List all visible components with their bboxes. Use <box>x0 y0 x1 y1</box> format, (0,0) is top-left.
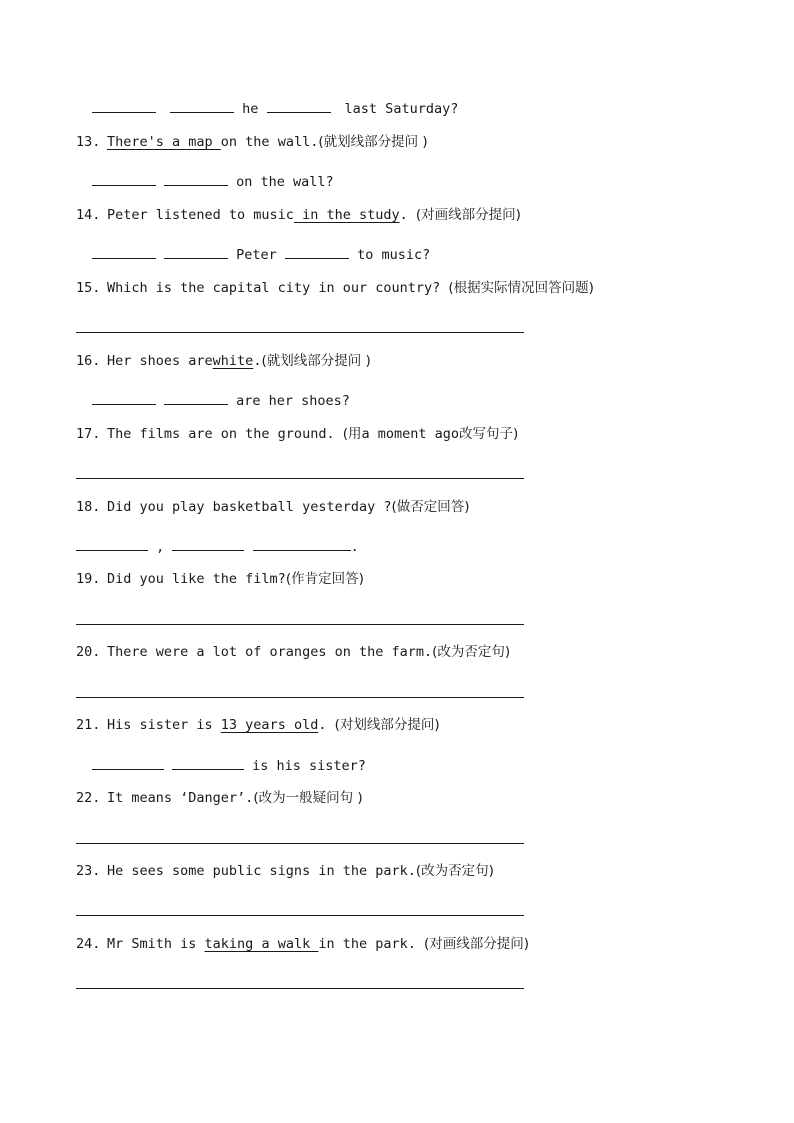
question-text: . <box>253 353 262 369</box>
question-text: Her shoes are <box>107 353 213 369</box>
answer-text: Peter <box>236 247 277 263</box>
question-text: There were a lot of oranges on the farm. <box>107 644 433 660</box>
question-text: Mr Smith is <box>107 936 205 952</box>
answer-blank[interactable] <box>92 389 156 405</box>
answer-blank[interactable] <box>92 170 156 186</box>
question-number: 21. <box>76 717 101 733</box>
answer-text: is his sister? <box>252 758 366 774</box>
answer-blank[interactable] <box>170 97 234 113</box>
underlined-part: 13 years old <box>220 717 319 733</box>
instruction: (改为一般疑问句 ) <box>253 790 363 806</box>
question-15 <box>76 278 594 298</box>
question-text: He sees some public signs in the park. <box>107 863 416 879</box>
instruction: (用 <box>342 426 362 442</box>
question-number: 16. <box>76 353 101 369</box>
answer-text: are her shoes? <box>236 393 350 409</box>
answer-blank[interactable] <box>253 535 351 551</box>
underlined-part: in the study <box>293 207 400 223</box>
question-text: His sister is <box>107 717 221 733</box>
answer-text: to music? <box>357 247 431 263</box>
question-18 <box>76 497 470 517</box>
instruction: (就划线部分提问 ) <box>261 353 371 369</box>
instruction: (就划线部分提问 ) <box>318 134 428 150</box>
question-text: Did you like the film? <box>107 571 286 587</box>
answer-line[interactable] <box>76 697 524 698</box>
question-number: 19. <box>76 571 101 587</box>
answer-row-14 <box>92 243 430 265</box>
instruction: 改写句子) <box>459 426 519 442</box>
question-24 <box>76 934 529 954</box>
answer-blank[interactable] <box>92 97 156 113</box>
question-text: It means ‘Danger’. <box>107 790 254 806</box>
answer-blank[interactable] <box>164 243 228 259</box>
underlined-part: white <box>212 353 254 369</box>
question-number: 13. <box>76 134 101 150</box>
question-text: . <box>399 207 408 223</box>
instruction: (作肯定回答) <box>285 571 364 587</box>
question-number: 15. <box>76 280 101 296</box>
question-text: Which is the capital city in our country? <box>107 280 441 296</box>
answer-blank[interactable] <box>172 754 244 770</box>
answer-line[interactable] <box>76 624 524 625</box>
question-text: Did you play basketball yesterday ? <box>107 499 392 515</box>
question-text: in the park. <box>318 936 416 952</box>
question-text: on the wall. <box>220 134 319 150</box>
answer-row-13 <box>92 170 334 192</box>
question-number: 23. <box>76 863 101 879</box>
question-23 <box>76 861 494 881</box>
answer-line[interactable] <box>76 915 524 916</box>
comma: , <box>156 539 165 555</box>
question-16 <box>76 351 371 371</box>
question-21 <box>76 715 440 735</box>
question-number: 20. <box>76 644 101 660</box>
instruction-phrase: a moment ago <box>361 426 460 442</box>
answer-row-12 <box>92 97 458 119</box>
answer-blank[interactable] <box>164 389 228 405</box>
question-text: The films are on the ground. <box>107 426 335 442</box>
answer-line[interactable] <box>76 988 524 989</box>
answer-blank[interactable] <box>267 97 331 113</box>
question-text: Peter listened to music <box>107 207 294 223</box>
answer-text: on the wall? <box>236 174 334 190</box>
question-17 <box>76 424 518 444</box>
answer-row-21 <box>92 754 366 776</box>
answer-blank[interactable] <box>285 243 349 259</box>
answer-blank[interactable] <box>164 170 228 186</box>
instruction: (改为否定句) <box>432 644 511 660</box>
question-22 <box>76 788 363 808</box>
answer-text: last Saturday? <box>344 101 459 117</box>
answer-blank[interactable] <box>92 243 156 259</box>
instruction: (对画线部分提问) <box>424 936 530 952</box>
underlined-part: There's a map <box>107 134 221 150</box>
instruction: (对划线部分提问) <box>334 717 440 733</box>
answer-line[interactable] <box>76 843 524 844</box>
answer-blank[interactable] <box>76 535 148 551</box>
period: . <box>350 539 359 555</box>
instruction: (根据实际情况回答问题) <box>448 280 594 296</box>
answer-text: he <box>242 101 259 117</box>
question-19 <box>76 569 364 589</box>
instruction: (对画线部分提问) <box>415 207 521 223</box>
question-text: . <box>318 717 327 733</box>
answer-line[interactable] <box>76 478 524 479</box>
question-number: 14. <box>76 207 101 223</box>
instruction: (做否定回答) <box>391 499 470 515</box>
question-number: 17. <box>76 426 101 442</box>
question-13 <box>76 132 428 152</box>
question-number: 22. <box>76 790 101 806</box>
answer-row-16 <box>92 389 350 411</box>
question-20 <box>76 642 510 662</box>
answer-blank[interactable] <box>92 754 164 770</box>
answer-line[interactable] <box>76 332 524 333</box>
question-number: 24. <box>76 936 101 952</box>
instruction: (改为否定句) <box>415 863 494 879</box>
answer-blank[interactable] <box>172 535 244 551</box>
answer-row-18 <box>76 535 359 557</box>
question-14 <box>76 205 521 225</box>
question-number: 18. <box>76 499 101 515</box>
underlined-part: taking a walk <box>204 936 319 952</box>
